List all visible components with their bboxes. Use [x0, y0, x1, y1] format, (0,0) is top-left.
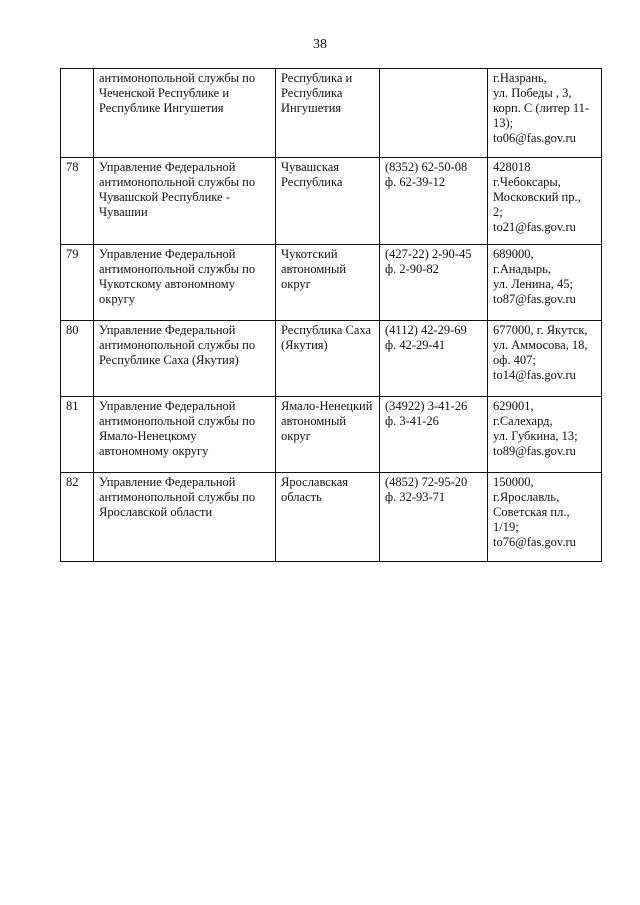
region-line: область	[281, 490, 322, 504]
address-line: 629001,	[493, 399, 534, 413]
office-name-line: антимонопольной службы по	[99, 490, 256, 504]
address-line: г.Салехард,	[493, 414, 553, 428]
office-name-line: Республике Саха (Якутия)	[99, 353, 239, 367]
page-number: 38	[313, 37, 327, 52]
office-name-line: антимонопольной службы по	[99, 414, 256, 428]
region-line: Республика	[281, 175, 343, 189]
region-cell	[276, 473, 380, 562]
email-text: to14@fas.gov.ru	[493, 368, 576, 382]
region-line: Чувашская	[281, 160, 340, 174]
fax-line: ф. 2-90-82	[385, 262, 439, 276]
address-line: ул. Ленина, 45;	[493, 277, 573, 291]
table-row	[61, 245, 602, 321]
address-line: корп. С (литер 11-	[493, 101, 590, 115]
address-cell	[488, 473, 602, 562]
offices-table	[60, 68, 602, 562]
address-line: г.Чебоксары,	[493, 175, 561, 189]
region-line: Республика и	[281, 71, 353, 85]
region-cell	[276, 245, 380, 321]
table-row	[61, 321, 602, 397]
address-line: оф. 407;	[493, 353, 536, 367]
address-line: 150000,	[493, 475, 534, 489]
email-text: to87@fas.gov.ru	[493, 292, 576, 306]
office-name-cell	[94, 397, 276, 473]
phone-cell	[380, 245, 488, 321]
office-name-cell	[94, 321, 276, 397]
office-name-line: автономному округу	[99, 444, 209, 458]
office-name-line: Управление Федеральной	[99, 475, 236, 489]
address-cell	[488, 397, 602, 473]
phone-line: (4112) 42-29-69	[385, 323, 467, 337]
office-name-line: Управление Федеральной	[99, 399, 236, 413]
phone-cell	[380, 397, 488, 473]
phone-cell	[380, 69, 488, 158]
region-line: Республика Саха	[281, 323, 372, 337]
office-name-cell	[94, 69, 276, 158]
row-number: 81	[61, 397, 94, 473]
fax-line: ф. 62-39-12	[385, 175, 446, 189]
region-line: Ингушетия	[281, 101, 342, 115]
region-cell	[276, 69, 380, 158]
office-name-line: Чукотскому автономному	[99, 277, 235, 291]
address-cell	[488, 321, 602, 397]
table-row	[61, 158, 602, 245]
region-cell	[276, 397, 380, 473]
region-line: Ямало-Ненецкий	[281, 399, 373, 413]
office-name-cell	[94, 473, 276, 562]
address-line: г.Анадырь,	[493, 262, 551, 276]
email-text: to21@fas.gov.ru	[493, 220, 576, 234]
address-cell	[488, 69, 602, 158]
row-number: 78	[61, 158, 94, 245]
address-line: Московский пр.,	[493, 190, 581, 204]
table-row	[61, 69, 602, 158]
email-text: to76@fas.gov.ru	[493, 535, 576, 549]
address-line: ул. Победы , 3,	[493, 86, 572, 100]
office-name-cell	[94, 245, 276, 321]
row-number: 82	[61, 473, 94, 562]
address-line: г.Ярославль,	[493, 490, 560, 504]
office-name-line: антимонопольной службы по	[99, 262, 256, 276]
fax-line: ф. 32-93-71	[385, 490, 446, 504]
row-number: 80	[61, 321, 94, 397]
address-line: 2;	[493, 205, 503, 219]
office-name-cell	[94, 158, 276, 245]
region-line: автономный	[281, 414, 347, 428]
phone-cell	[380, 321, 488, 397]
phone-line: (4852) 72-95-20	[385, 475, 468, 489]
region-line: автономный	[281, 262, 347, 276]
office-name-line: Управление Федеральной	[99, 160, 236, 174]
office-name-line: антимонопольной службы по	[99, 71, 256, 85]
region-line: (Якутия)	[281, 338, 328, 352]
phone-cell	[380, 473, 488, 562]
table-row	[61, 397, 602, 473]
address-cell	[488, 158, 602, 245]
office-name-line: антимонопольной службы по	[99, 175, 256, 189]
region-line: Чукотский	[281, 247, 338, 261]
address-cell	[488, 245, 602, 321]
address-line: Советская пл.,	[493, 505, 570, 519]
phone-line: (427-22) 2-90-45	[385, 247, 472, 261]
email-text: to89@fas.gov.ru	[493, 444, 576, 458]
office-name-line: Ярославской области	[99, 505, 213, 519]
office-name-line: Республике Ингушетия	[99, 101, 224, 115]
table-row	[61, 473, 602, 562]
phone-cell	[380, 158, 488, 245]
office-name-line: Ямало-Ненецкому	[99, 429, 197, 443]
region-line: округ	[281, 429, 311, 443]
address-line: ул. Губкина, 13;	[493, 429, 578, 443]
email-text: to06@fas.gov.ru	[493, 131, 576, 145]
office-name-line: Управление Федеральной	[99, 247, 236, 261]
office-name-line: Управление Федеральной	[99, 323, 236, 337]
region-line: Республика	[281, 86, 343, 100]
address-line: 13);	[493, 116, 514, 130]
office-name-line: Чувашии	[99, 205, 148, 219]
region-line: округ	[281, 277, 311, 291]
address-line: 677000, г. Якутск,	[493, 323, 588, 337]
address-line: ул. Аммосова, 18,	[493, 338, 588, 352]
address-line: 428018	[493, 160, 531, 174]
office-name-line: округу	[99, 292, 136, 306]
office-name-line: Чеченской Республике и	[99, 86, 230, 100]
row-number: 79	[61, 245, 94, 321]
fax-line: ф. 3-41-26	[385, 414, 439, 428]
region-line: Ярославская	[281, 475, 349, 489]
region-cell	[276, 158, 380, 245]
address-line: 689000,	[493, 247, 534, 261]
address-line: г.Назрань,	[493, 71, 547, 85]
phone-line: (8352) 62-50-08	[385, 160, 468, 174]
phone-line: (34922) 3-41-26	[385, 399, 468, 413]
region-cell	[276, 321, 380, 397]
address-line: 1/19;	[493, 520, 519, 534]
office-name-line: антимонопольной службы по	[99, 338, 256, 352]
fax-line: ф. 42-29-41	[385, 338, 446, 352]
office-name-line: Чувашской Республике -	[99, 190, 230, 204]
row-number	[61, 69, 94, 158]
